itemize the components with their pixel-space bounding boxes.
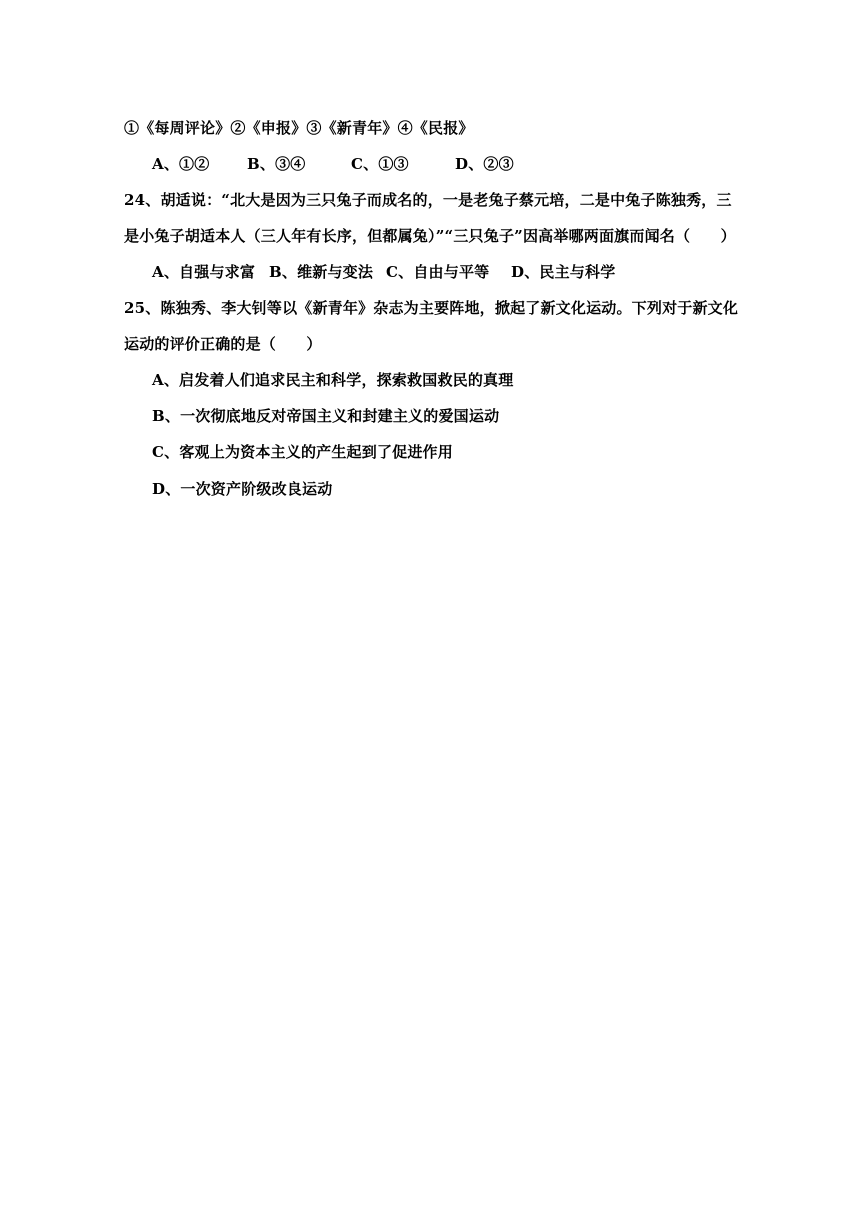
question-options-row	[152, 154, 514, 174]
option-b: B、③④	[247, 155, 306, 173]
question-25-option-a: A、启发着人们追求民主和科学，探索救国救民的真理	[152, 371, 514, 389]
question-25-option-c: C、客观上为资本主义的产生起到了促进作用	[152, 443, 453, 461]
option-c: C、自由与平等	[386, 263, 490, 281]
option-c: C、①③	[351, 155, 409, 173]
question-24-options-row	[152, 262, 615, 282]
question-25-option-b: B、一次彻底地反对帝国主义和封建主义的爱国运动	[152, 407, 500, 425]
option-a: A、自强与求富	[152, 263, 256, 281]
question-25-line-2: 运动的评价正确的是（ ）	[124, 335, 322, 353]
question-25-line-1: 25、陈独秀、李大钊等以《新青年》杂志为主要阵地，掀起了新文化运动。下列对于新文化	[124, 299, 739, 317]
question-25-option-d: D、一次资产阶级改良运动	[152, 480, 333, 498]
option-d: D、民主与科学	[511, 263, 616, 281]
question-24-line-1: 24、胡适说：“北大是因为三只兔子而成名的，一是老兔子蔡元培，二是中兔子陈独秀，三	[124, 191, 732, 209]
question-24-line-2: 是小兔子胡适本人（三人年有长序，但都属兔）”“三只兔子”因高举哪两面旗而闻名（ ）	[124, 227, 736, 245]
question-items-line: ①《每周评论》②《申报》③《新青年》④《民报》	[124, 119, 474, 137]
option-a: A、①②	[152, 155, 210, 173]
option-d: D、②③	[455, 155, 514, 173]
option-b: B、维新与变法	[269, 263, 374, 281]
